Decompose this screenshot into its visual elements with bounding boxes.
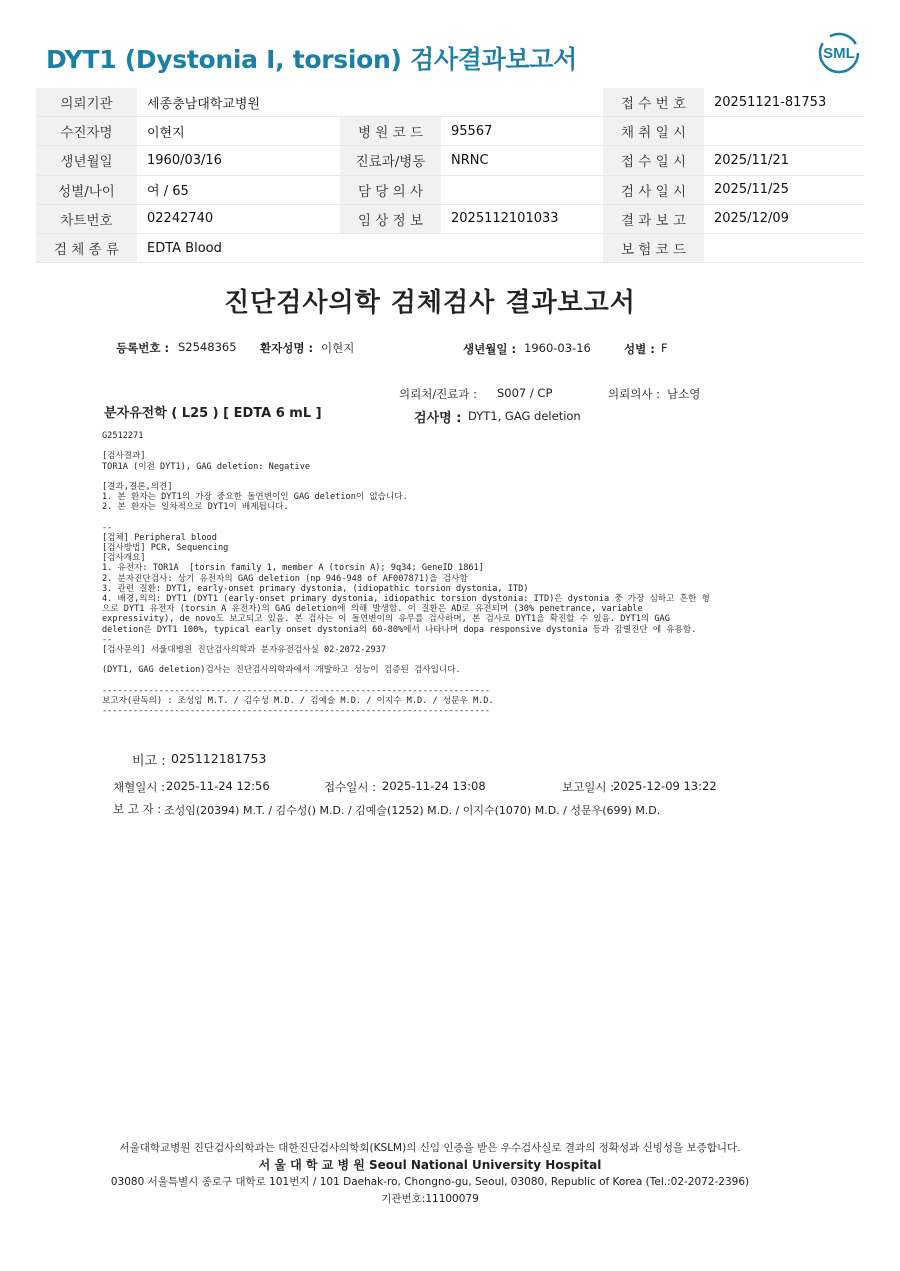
result-line <box>102 472 710 482</box>
reported-value: 2025-12-09 13:22 <box>613 779 717 793</box>
info-label: 임 상 정 보 <box>340 204 441 233</box>
info-value: 1960/03/16 <box>137 146 340 175</box>
document-title: DYT1 (Dystonia I, torsion) 검사결과보고서 <box>46 45 577 74</box>
info-row <box>36 204 864 233</box>
result-line <box>102 655 710 665</box>
result-line: [검사문의] 서울대병원 진단검사의학과 분자유전검사실 02-2072-2937 <box>102 644 387 655</box>
reported-label: 보고일시 : <box>562 780 614 794</box>
footer-certification: 서울대학교병원 진단검사의학과는 대한진단검사의학회(KSLM)의 신임 인증을 받은 우수검사실로 결과의 정확성과 신빙성을 보증합니다. <box>119 1142 741 1154</box>
result-line: [검사개요] <box>102 553 146 564</box>
result-body-text <box>102 431 710 716</box>
test-name-value: DYT1, GAG deletion <box>468 409 581 423</box>
result-line: 1. 유전자: TOR1A [torsin family 1, member A (torsin A); 9q34; GeneID 1861] <box>102 563 484 574</box>
info-value: 95567 <box>441 117 603 146</box>
receive-value: 2025-11-24 13:08 <box>382 779 486 793</box>
result-line: [결과,결론,의견] <box>102 481 173 492</box>
result-line: 3. 관련 질환: DYT1, early-onset primary dystonia, (idiopathic torsion dystonia, ITD) <box>102 583 529 594</box>
result-line: G2512271 <box>102 431 144 441</box>
info-value: 여 / 65 <box>137 175 340 204</box>
remark-label: 비고 : <box>132 754 166 769</box>
info-label: 생년월일 <box>36 146 137 175</box>
doctor-value: 남소영 <box>667 387 701 401</box>
collect-label: 채혈일시 : <box>113 780 165 794</box>
info-value: 2025/11/25 <box>704 175 864 204</box>
result-line <box>102 676 710 686</box>
dob-label: 생년월일 : <box>463 342 517 356</box>
footer-address: 03080 서울특별시 종로구 대학로 101번지 / 101 Daehak-ro, Chongno-gu, Seoul, 03080, Republic of Korea (Tel.:02-2072-2396) <box>110 1176 750 1188</box>
result-line: --------------------------------------------------------------------------- <box>102 706 491 717</box>
info-label: 진료과/병동 <box>340 146 441 175</box>
info-row <box>36 146 864 175</box>
dob-value: 1960-03-16 <box>524 341 591 355</box>
patient-name-label: 환자성명 : <box>260 341 314 355</box>
info-label: 검 체 종 류 <box>36 233 137 262</box>
info-label <box>340 88 441 117</box>
info-row <box>36 233 864 262</box>
info-label: 보 험 코 드 <box>603 233 704 262</box>
result-line: 1. 본 환자는 DYT1의 가장 중요한 돌연변이인 GAG deletion이 없습니다. <box>102 492 408 503</box>
info-value: 02242740 <box>137 204 340 233</box>
info-label: 차트번호 <box>36 204 137 233</box>
patient-info-table <box>36 88 864 263</box>
reg-value: S2548365 <box>178 340 237 354</box>
receive-label: 접수일시 : <box>324 780 376 794</box>
reg-label: 등록번호 : <box>116 341 170 355</box>
info-label: 수진자명 <box>36 117 137 146</box>
info-label: 성별/나이 <box>36 175 137 204</box>
result-line: 2. 분자진단검사: 상기 유전자의 GAG deletion (np 946-948 of AF007871)을 검사함 <box>102 573 468 584</box>
info-value <box>441 233 603 262</box>
info-value: 20251121-81753 <box>704 88 864 117</box>
result-line: deletion은 DYT1 100%, typical early onset dystonia의 60-80%에서 나타나며 dopa responsive dystonia 등과 감별진단 에 유용함. <box>102 624 697 635</box>
info-value: 2025/12/09 <box>704 204 864 233</box>
result-line: -- <box>102 522 113 533</box>
result-line <box>102 513 710 523</box>
info-value: EDTA Blood <box>137 233 340 262</box>
doctor-label: 의뢰의사 : <box>608 387 660 401</box>
info-label: 접 수 번 호 <box>603 88 704 117</box>
result-line: TOR1A (이전 DYT1), GAG deletion: Negative <box>102 461 311 472</box>
info-label: 검 사 일 시 <box>603 175 704 204</box>
result-line <box>102 441 710 451</box>
info-value: 세종충남대학교병원 <box>137 88 340 117</box>
result-line: 으로 DYT1 유전자 (torsin A 유전자)의 GAG deletion에 의해 발생함. 이 질환은 AD로 유전되며 (30% penetrance, variable <box>102 604 643 615</box>
info-row <box>36 88 864 117</box>
section-title: 분자유전학 ( L25 ) [ EDTA 6 mL ] <box>104 406 322 421</box>
info-label: 병 원 코 드 <box>340 117 441 146</box>
footer-hospital-name: 서 울 대 학 교 병 원 Seoul National University Hospital <box>258 1158 602 1172</box>
sml-logo-text: SML <box>823 45 855 62</box>
info-value: 2025/11/21 <box>704 146 864 175</box>
result-line: 2. 본 환자는 일차적으로 DYT1이 배제됩니다. <box>102 502 289 513</box>
info-label: 의뢰기관 <box>36 88 137 117</box>
footer-institution-code: 기관번호:11100079 <box>381 1193 479 1205</box>
info-value <box>441 88 603 117</box>
result-line: [검사방법] PCR, Sequencing <box>102 543 229 554</box>
info-label <box>340 233 441 262</box>
result-line: 보고자(판독의) : 조성임 M.T. / 김수성 M.D. / 김예슬 M.D. / 이지수 M.D. / 성문우 M.D. <box>102 695 494 706</box>
info-value <box>704 233 864 262</box>
result-line: --------------------------------------------------------------------------- <box>102 685 491 696</box>
dept-label: 의뢰처/진료과 : <box>399 387 478 401</box>
info-row <box>36 117 864 146</box>
result-line: [검사결과] <box>102 451 146 462</box>
result-line: [검체] Peripheral blood <box>102 532 217 543</box>
collect-value: 2025-11-24 12:56 <box>166 779 270 793</box>
sex-value: F <box>661 341 668 355</box>
info-value: 2025112101033 <box>441 204 603 233</box>
sml-logo <box>816 30 862 76</box>
reporter-label: 보 고 자 : <box>113 802 162 816</box>
info-value <box>704 117 864 146</box>
result-line: expressivity), de novo도 보고되고 있음. 본 검사는 이 돌연변이의 유무를 검사하며, 본 검사로 DYT1을 확진할 수 있음. DYT1의 GAG <box>102 614 670 625</box>
info-label: 결 과 보 고 <box>603 204 704 233</box>
result-line: (DYT1, GAG deletion)검사는 진단검사의학과에서 개발하고 성능이 검증된 검사입니다. <box>102 665 461 676</box>
sex-label: 성별 : <box>624 342 655 356</box>
report-title: 진단검사의학 검체검사 결과보고서 <box>224 288 636 318</box>
info-value <box>441 175 603 204</box>
remark-value: 025112181753 <box>171 751 267 766</box>
test-name-label: 검사명 : <box>414 411 462 426</box>
info-value: NRNC <box>441 146 603 175</box>
result-line: -- <box>102 634 113 645</box>
dept-value: S007 / CP <box>497 386 553 400</box>
info-label: 채 취 일 시 <box>603 117 704 146</box>
info-value: 이현지 <box>137 117 340 146</box>
patient-name-value: 이현지 <box>321 341 355 355</box>
info-label: 접 수 일 시 <box>603 146 704 175</box>
info-row <box>36 175 864 204</box>
reporter-value: 조성임(20394) M.T. / 김수성() M.D. / 김예슬(1252) M.D. / 이지수(1070) M.D. / 성문우(699) M.D. <box>164 804 661 817</box>
info-label: 담 당 의 사 <box>340 175 441 204</box>
result-line: 4. 배경,의의: DYT1 (DYT1 (early-onset primary dystonia, idiopathic torsion dystonia: ITD)은 dystonia 중 가장 심하고 흔한 형 <box>102 594 710 604</box>
